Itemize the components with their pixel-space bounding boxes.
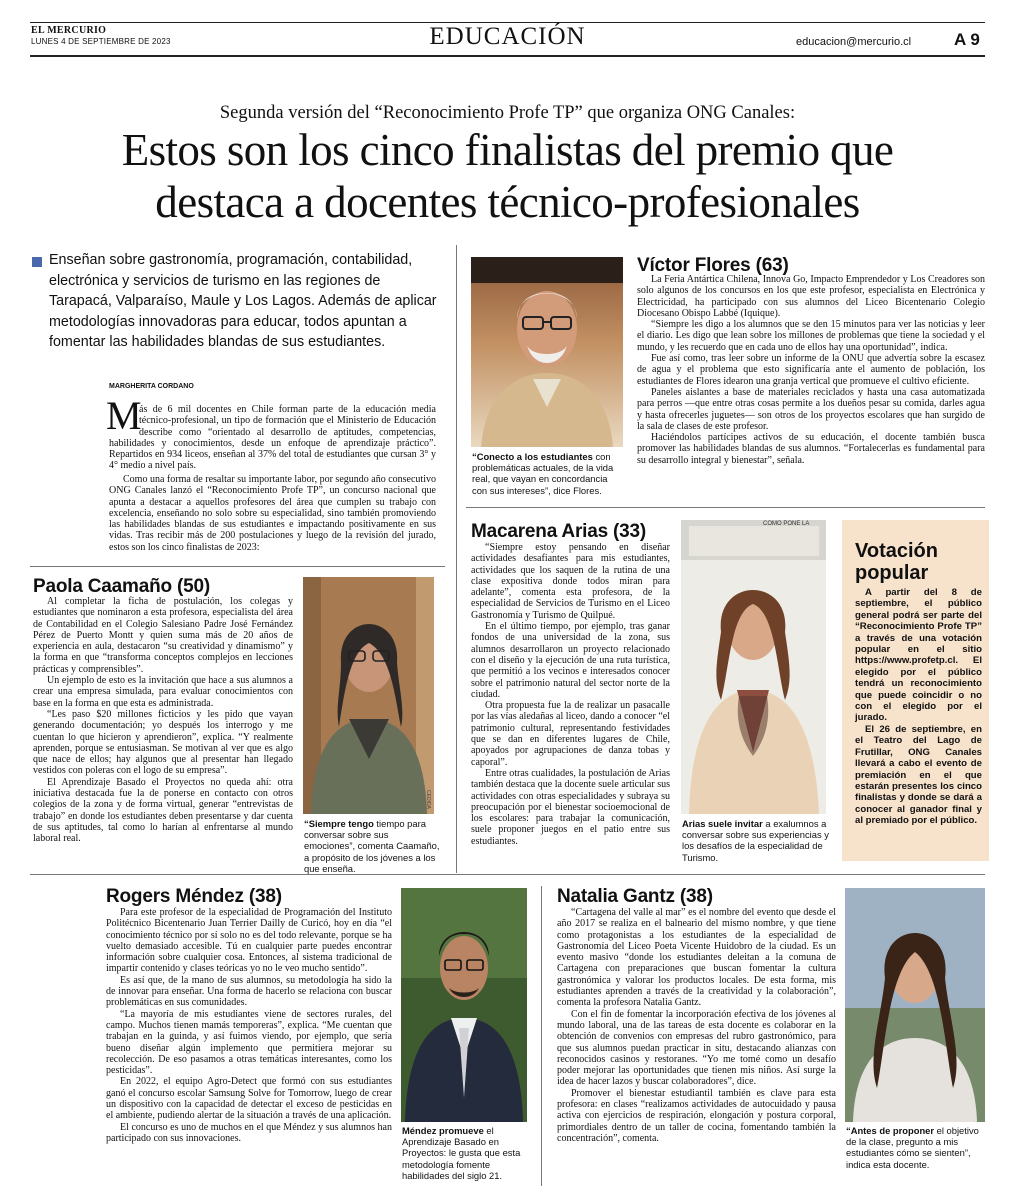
victor-name: Víctor Flores (63) bbox=[637, 255, 789, 276]
headline-line-1: Estos son los cinco finalistas del premio que bbox=[121, 125, 894, 175]
natalia-caption: “Antes de proponer el objetivo de la clase, pregunto a mis estudiantes cómo se sienten”, indica esta docente. bbox=[846, 1125, 979, 1170]
paola-body: Al completar la ficha de postulación, los colegas y estudiantes que nominaron a esta profesora, especialista del área de Contabilidad en el Colegio Salesiano Padre José Fernández Pérez de Puerto Montt y quien suma más de 20 años de experiencia en aula, destacaron “su creatividad y dinamismo” y la forma en que “transforma conceptos complejos en lecciones prácticas y comprensibles”. Un ejemplo de esto es la invitación que hace a sus alumnos a crear una empresa simulada, para evaluar conocimientos con base en la forma en que esta es administrada. “Les paso $20 millones ficticios y les pido que vayan generando documentación; yo después los interrogo y me cuentan lo que hicieron y aprendieron”, explica. “Y realmente aprenden, porque se entusiasman. Se motivan al ver que es algo que nace de ellos; hay algunos que al presentar han llegado vestidos con poleras con el logo de su empresa”. El Aprendizaje Basado el Proyectos no queda ahí: otra iniciativa destacada fue la de ponerse en contacto con otros colegios de la zona y de forma virtual, generar “entrevistas de trabajo” en donde los estudiantes deben presentarse y dar cuenta de sus aptitudes, tal como lo harían al enfrentarse al mundo laboral real. bbox=[33, 596, 293, 845]
victor-caption: “Conecto a los estudiantes con problemáticas actuales, de la vida real, que vayan en concordancia con sus intereses”, dice Flores. bbox=[472, 451, 614, 496]
macarena-photo bbox=[681, 520, 826, 814]
intro-paragraph-2: Como una forma de resaltar su importante labor, por segundo año consecutivo ONG Canales lanzó el “Reconocimiento Profe TP”, un concurso nacional que apunta a destacar a aquellos profesores del área que cumplen su trabajo con excelencia, enseñando no solo sobre su especialidad, sino también promoviendo las habilidades blandas de sus estudiantes e impactando positivamente en sus vidas. Tras recibir más de 200 postulaciones y luego de la revisión del jurado, estos son los cinco finalistas de 2023: bbox=[109, 474, 436, 553]
paola-name: Paola Caamaño (50) bbox=[33, 576, 210, 597]
natalia-photo bbox=[845, 888, 985, 1122]
section-email[interactable]: educacion@mercurio.cl bbox=[796, 36, 912, 48]
intro-paragraph-1: ás de 6 mil docentes en Chile forman parte de la educación media técnico-profesional, un tipo de formación que el Ministerio de Educación describe como “orientado al desarrollo de aptitudes, competencias, habilidades y conocimientos, desde un enfoque de aprendizaje práctico”. Repartidos en 934 liceos, enseñan al 37% del total de estudiantes que cursan 3° y 4° medio a nivel país. bbox=[109, 404, 436, 472]
natalia-body: “Cartagena del valle al mar” es el nombre del evento que desde el año 2017 se realiza en el balneario del mismo nombre, y que tiene como protagonistas a los estudiantes de la especialidad de Gastronomía del Liceo Poeta Vicente Huidobro de la ciudad. Es un evento masivo “donde los estudiantes deleitan a la comuna de Cartagena con preparaciones que buscan fomentar la cultura gastronómica y valorar los productos locales. De esta forma, mis estudiantes aprenden a través de la creatividad y la colaboración”, comenta la profesora Natalia Gantz. Con el fin de fomentar la incorporación efectiva de los jóvenes al mundo laboral, una de las tareas de esta docente es colaborar en la obtención de convenios con empresas del rubro gastronómico, para que sus alumnos puedan practicar in situ, destacando alianzas con reconocidos casinos y restoranes. “Yo me tomé como un desafío poder mejorar las oportunidades que tienen mis niños. Así surge la idea de hacer lazos y buscar colaboradores”, dice. Promover el bienestar estudiantil también es clave para esta profesora: en clases “realizamos actividades de autocuidado y pausa activa con ejercicios de respiración, elongación y postura corporal, primordiales dentro de un taller de cocina, fomentando también la concentración”, comenta. bbox=[557, 907, 836, 1144]
macarena-name: Macarena Arias (33) bbox=[471, 521, 647, 542]
macarena-photo-sign: COMO PONE LA bbox=[763, 521, 810, 527]
rogers-photo bbox=[401, 888, 527, 1122]
macarena-caption: Arias suele invitar a exalumnos a conversar sobre sus experiencias y los desafíos de la especialidad de Turismo. bbox=[682, 818, 829, 863]
page-number: A 9 bbox=[954, 30, 980, 49]
masthead-paper: EL MERCURIO bbox=[31, 25, 107, 36]
lead-bullet-icon bbox=[32, 257, 42, 267]
victor-body: La Feria Antártica Chilena, Innova Go, Impacto Emprendedor y Los Creadores son solo algunos de los concursos en los que este profesor, especialista en Electrónica y Electricidad, ha participado con sus alumnos del Liceo Bicentenario Colegio Diocesano Obispo Labbé (Iquique). “Siempre les digo a los alumnos que se den 15 minutos para ver las noticias y leer el diario. Les digo que lean sobre los millones de problemas que tiene la sociedad y el mundo, y les recuerdo que en cada uno de ellos hay una oportunidad”, indica. Fue así como, tras leer sobre un informe de la ONU que advertía sobre la escasez de agua y el problema que esto significaría ante el aumento de población, los estudiantes de Flores idearon una granja vertical que promueve el cultivo eficiente. Paneles aislantes a base de materiales reciclados y hasta una casa automatizada para perros —que entre otras cosas permite a los dueños pesar su comida, darles agua y hasta ofrecerles juguetes— son otros de los proyectos escolares que han surgido de la sala de clases de este profesor. Haciéndolos partícipes activos de su educación, el docente también busca promover las habilidades blandas de sus alumnos. “Fortalecerlas es fundamental para su desarrollo integral y bienestar”, señala. bbox=[637, 274, 985, 466]
lead-text: Enseñan sobre gastronomía, programación, contabilidad, electrónica y servicios de turismo en las regiones de Tarapacá, Valparaíso, Maule y Los Lagos. Además de aplicar metodologías innovadoras para educar, todos apuntan a fomentar las habilidades blandas de sus estudiantes. bbox=[49, 252, 437, 351]
paola-photo bbox=[303, 577, 434, 814]
victor-photo bbox=[471, 257, 623, 447]
rogers-body: Para este profesor de la especialidad de Programación del Instituto Politécnico Bicentenario Juan Terrier Dailly de Curicó, hoy en día “el conocimiento técnico por sí solo no es del todo relevante, porque se ha vuelto demasiado accesible. Tú en cualquier parte puedes encontrar información sobre cualquier cosa. Entonces, al sistema tradicional de impartir contenido y clases teóricas yo no le veo mucho sentido”. Es así que, de la mano de sus alumnos, su metodología ha sido la de innovar para enseñar. Una forma de hacerlo se relaciona con buscar problemáticas en sus comunidades. “La mayoría de mis estudiantes viene de sectores rurales, del campo. Muchos tienen mamás temporeras”, explica. “Me cuentan que trabajan en la guinda, y así fuimos viendo, por ejemplo, que sería bueno diseñar algún implemento que permitiera mejorar su recolección. De eso pasamos a otras temáticas interesantes, como los pesticidas”. En 2022, el equipo Agro-Detect que formó con sus estudiantes ganó el concurso escolar Samsung Solve for Tomorrow, luego de crear un dispositivo con la capacidad de detectar el exceso de pesticidas en el ambiente, pudiendo alertar de la situación a través de una aplicación. El concurso es uno de muchos en el que Méndez y sus alumnos han participado con sus innovaciones. bbox=[106, 907, 392, 1144]
section-title: EDUCACIÓN bbox=[429, 23, 586, 50]
kicker: Segunda versión del “Reconocimiento Profe TP” que organiza ONG Canales: bbox=[219, 103, 796, 123]
byline: MARGHERITA CORDANO bbox=[109, 383, 194, 390]
masthead-date: LUNES 4 DE SEPTIEMBRE DE 2023 bbox=[31, 37, 171, 46]
paola-caption: “Siempre tengo tiempo para conversar sobre sus emociones”, comenta Caamaño, a propósito de los jóvenes a los que enseña. bbox=[304, 818, 440, 874]
natalia-name: Natalia Gantz (38) bbox=[557, 886, 713, 907]
macarena-body: “Siempre estoy pensando en diseñar actividades desafiantes para mis estudiantes, actividades que los saquen de la rutina de una clase expositiva donde todos miran para adelante”, comenta esta profesora, de la especialidad de Servicios de Turismo en el Liceo Gastronomía y Turismo de Quilpué. En el último tiempo, por ejemplo, tras ganar fondos de una universidad de la zona, sus alumnos desarrollaron un proyecto relacionado con el diseño y la ejecución de una ruta turística, que permitió a los vecinos e interesados conocer sobre el patrimonio natural del sector norte de la ciudad. Otra propuesta fue la de realizar un pasacalle por las vías aledañas al liceo, dando a conocer “el patrimonio cultural, representando festividades que se dan en diferentes lugares de Chile, apoyados por agrupaciones de danza tobas y caporal”. Entre otras cualidades, la postulación de Arias también destaca que la docente suele articular sus actividades con otras especialidades y subraya su preocupación por el bienestar socioemocional de los escolares: para trabajar la comunicación, suele proponer juegos en el patio entre sus estudiantes. bbox=[471, 542, 670, 847]
headline-line-2: destaca a docentes técnico-profesionales bbox=[155, 177, 860, 227]
votacion-body: A partir del 8 de septiembre, el público general podrá ser parte del “Reconocimiento Profe TP” a través de una votación popular en el sitio https://www.profetp.cl. El elegido por el público tendrá un reconocimiento que puede coincidir o no con el elegido por el jurado. El 26 de septiembre, en el Teatro del Lago de Frutillar, ONG Canales llevará a cabo el evento de premiación en el que estarán presentes los cinco finalistas y donde se dará a conocer al ganador final y al premiado por el público. bbox=[855, 587, 982, 827]
rogers-caption: Méndez promueve el Aprendizaje Basado en Proyectos: le gusta que esta metodología fomente habilidades del siglo 21. bbox=[402, 1125, 521, 1181]
rogers-name: Rogers Méndez (38) bbox=[106, 886, 282, 907]
votacion-title: Votación popular bbox=[855, 540, 938, 584]
dropcap: M bbox=[106, 393, 142, 438]
paola-photo-credit: CEDIDA bbox=[425, 790, 431, 809]
